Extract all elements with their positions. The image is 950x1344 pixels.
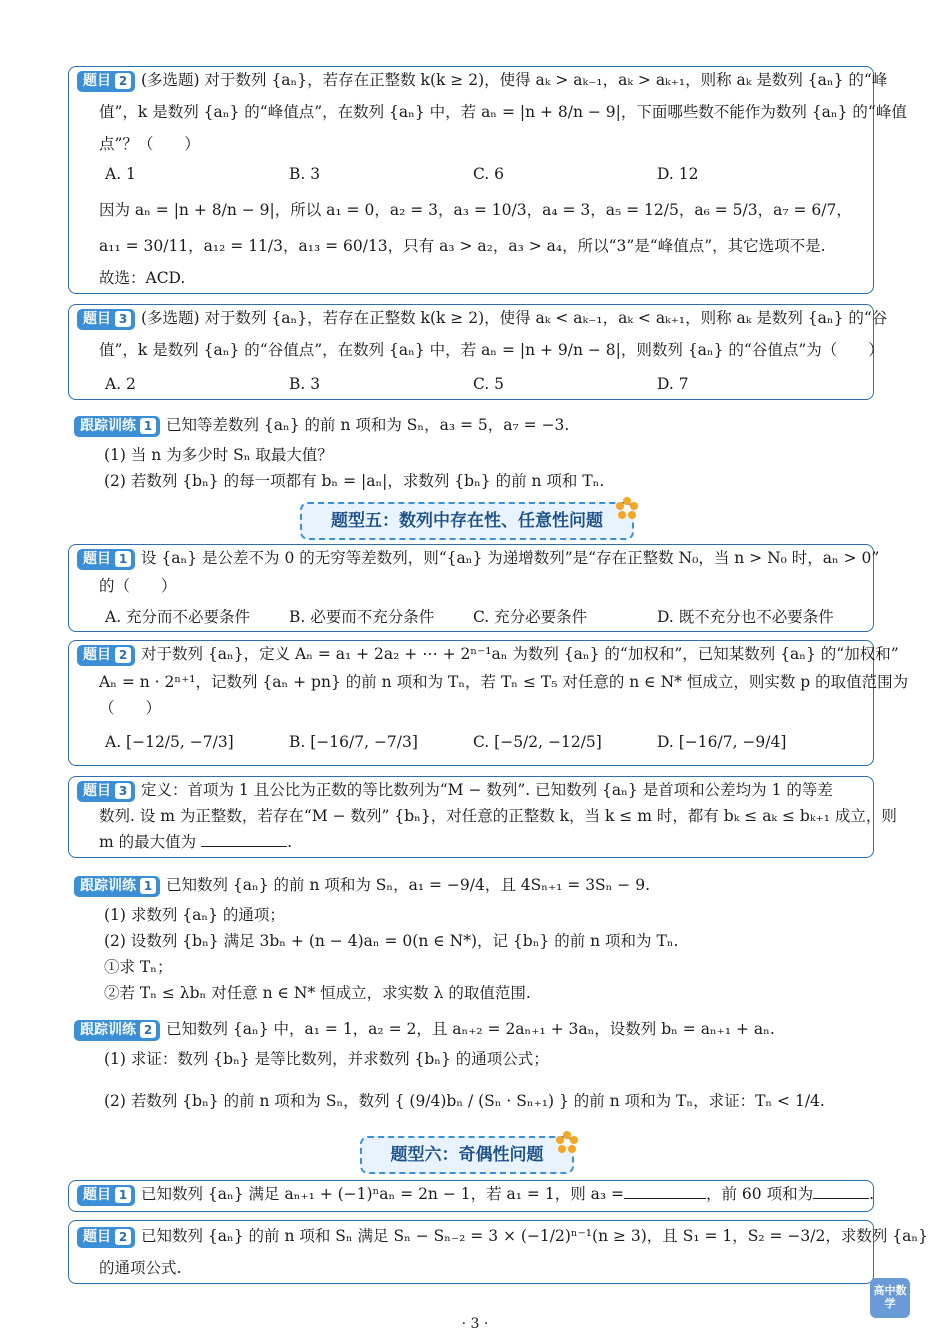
question-line: 的（ ） bbox=[99, 577, 177, 595]
drill-line: 跟踪训练 1 已知数列 {aₙ} 的前 n 项和为 Sₙ，a₁ = −9/4，且 4Sₙ₊₁ = 3Sₙ − 9. bbox=[74, 874, 650, 897]
option-d: D. 既不充分也不必要条件 bbox=[657, 608, 834, 626]
drill-line: (2) 若数列 {bₙ} 的前 n 项和为 Sₙ，数列 { (9/4)bₙ / (Sₙ · Sₙ₊₁) } 的前 n 项和为 Tₙ，求证：Tₙ < 1/4. bbox=[104, 1092, 825, 1110]
drill-line: 跟踪训练 1 已知等差数列 {aₙ} 的前 n 项和为 Sₙ，a₃ = 5，a₇ = −3. bbox=[74, 414, 569, 437]
option-b: B. 必要而不充分条件 bbox=[289, 608, 435, 626]
question-box-weighted-sum bbox=[68, 640, 909, 766]
option-b: B. [−16/7, −7/3] bbox=[289, 733, 418, 751]
question-line: 值”，k 是数列 {aₙ} 的“峰值点”，在数列 {aₙ} 中，若 aₙ = |n + 8/n − 9|，下面哪些数不能作为数列 {aₙ} 的“峰值 bbox=[99, 103, 907, 121]
question-line: 的通项公式. bbox=[99, 1259, 182, 1277]
question-line: 数列. 设 m 为正整数，若存在“M − 数列” {bₙ}，对任意的正整数 k，当 k ≤ m 时，都有 bₖ ≤ aₖ ≤ bₖ₊₁ 成立，则 bbox=[99, 807, 897, 825]
question-line: 题目 3 定义：首项为 1 且公比为正数的等比数列为“M − 数列”. 已知数列 {aₙ} 是首项和公差均为 1 的等差 bbox=[77, 779, 833, 802]
option-c: C. [−5/2, −12/5] bbox=[473, 733, 602, 751]
option-a: A. 2 bbox=[105, 375, 136, 393]
drill-tag: 跟踪训练 2 bbox=[74, 1020, 160, 1041]
option-b: B. 3 bbox=[289, 165, 321, 183]
question-box-condition bbox=[68, 544, 880, 632]
question-line: m 的最大值为 . bbox=[99, 833, 293, 851]
question-line: 点”？（ ） bbox=[99, 135, 200, 153]
question-tag: 题目 1 bbox=[77, 1185, 135, 1206]
question-line: 题目 3 (多选题) 对于数列 {aₙ}，若存在正整数 k(k ≥ 2)，使得 aₖ < aₖ₋₁，aₖ < aₖ₊₁，则称 aₖ 是数列 {aₙ} 的“谷 bbox=[77, 307, 887, 330]
solution-line: a₁₁ = 30/11，a₁₂ = 11/3，a₁₃ = 60/13，只有 a₃ > a₂，a₃ > a₄，所以“3”是“峰值点”，其它选项不是. bbox=[99, 237, 826, 255]
option-d: D. 7 bbox=[657, 375, 689, 393]
drill-line: (1) 求证：数列 {bₙ} 是等比数列，并求数列 {bₙ} 的通项公式； bbox=[104, 1050, 549, 1068]
question-box-valley bbox=[68, 304, 888, 400]
question-line: Aₙ = n · 2ⁿ⁺¹，记数列 {aₙ + pn} 的前 n 项和为 Tₙ，若 Tₙ ≤ T₅ 对任意的 n ∈ N* 恒成立，则实数 p 的取值范围为 bbox=[99, 673, 909, 691]
solution-line: 故选：ACD. bbox=[99, 269, 186, 287]
drill-line: (2) 设数列 {bₙ} 满足 3bₙ + (n − 4)aₙ = 0(n ∈ N*)，记 {bₙ} 的前 n 项和为 Tₙ. bbox=[104, 932, 679, 950]
drill-tag: 跟踪训练 1 bbox=[74, 876, 160, 897]
question-box-m-sequence bbox=[68, 776, 897, 858]
drill-line: ①求 Tₙ； bbox=[104, 958, 173, 976]
section-title-5: 题型五：数列中存在性、任意性问题 bbox=[300, 502, 634, 540]
question-line: 题目 2 已知数列 {aₙ} 的前 n 项和 Sₙ 满足 Sₙ − Sₙ₋₂ = 3 × (−1/2)ⁿ⁻¹(n ≥ 3)，且 S₁ = 1，S₂ = −3/2，求数列 {aₙ} bbox=[77, 1225, 928, 1248]
question-line: 题目 2 对于数列 {aₙ}，定义 Aₙ = a₁ + 2a₂ + ⋯ + 2ⁿ⁻¹aₙ 为数列 {aₙ} 的“加权和”，已知某数列 {aₙ} 的“加权和” bbox=[77, 643, 899, 666]
option-a: A. 1 bbox=[105, 165, 136, 183]
option-c: C. 充分必要条件 bbox=[473, 608, 588, 626]
question-line: 题目 1 已知数列 {aₙ} 满足 aₙ₊₁ + (−1)ⁿaₙ = 2n − 1，若 a₁ = 1，则 a₃ = ，前 60 项和为 . bbox=[77, 1183, 874, 1206]
question-tag: 题目 2 bbox=[77, 71, 135, 92]
drill-line: (2) 若数列 {bₙ} 的每一项都有 bₙ = |aₙ|，求数列 {bₙ} 的前 n 项和 Tₙ. bbox=[104, 472, 605, 490]
option-a: A. [−12/5, −7/3] bbox=[105, 733, 234, 751]
question-line: 值”，k 是数列 {aₙ} 的“谷值点”，在数列 {aₙ} 中，若 aₙ = |n + 9/n − 8|，则数列 {aₙ} 的“谷值点”为（ ） bbox=[99, 341, 884, 359]
flower-icon bbox=[554, 1130, 580, 1156]
question-box-parity-2 bbox=[68, 1220, 928, 1284]
option-c: C. 6 bbox=[473, 165, 505, 183]
question-line: （ ） bbox=[99, 699, 162, 717]
question-tag: 题目 1 bbox=[77, 549, 135, 570]
question-tag: 题目 3 bbox=[77, 309, 135, 330]
page-number: · 3 · bbox=[461, 1316, 489, 1332]
drill-line: (1) 当 n 为多少时 Sₙ 取最大值？ bbox=[104, 446, 333, 464]
answer-blank[interactable] bbox=[813, 1198, 869, 1199]
question-line: 题目 1 设 {aₙ} 是公差不为 0 的无穷等差数列，则“{aₙ} 为递增数列”是“存在正整数 N₀，当 n > N₀ 时，aₙ > 0” bbox=[77, 547, 879, 570]
question-box-parity-1 bbox=[68, 1180, 874, 1212]
option-a: A. 充分而不必要条件 bbox=[105, 608, 251, 626]
solution-line: 因为 aₙ = |n + 8/n − 9|，所以 a₁ = 0，a₂ = 3，a₃ = 10/3，a₄ = 3，a₅ = 12/5，a₆ = 5/3，a₇ = 6/7， bbox=[99, 201, 852, 219]
question-tag: 题目 2 bbox=[77, 645, 135, 666]
drill-line: (1) 求数列 {aₙ} 的通项； bbox=[104, 906, 285, 924]
drill-tag: 跟踪训练 1 bbox=[74, 416, 160, 437]
logo: 高中数学 bbox=[870, 1278, 910, 1318]
section-title-6: 题型六：奇偶性问题 bbox=[360, 1136, 574, 1174]
option-d: D. 12 bbox=[657, 165, 699, 183]
question-box-peak bbox=[68, 66, 907, 294]
question-tag: 题目 3 bbox=[77, 781, 135, 802]
question-line: 题目 2 (多选题) 对于数列 {aₙ}，若存在正整数 k(k ≥ 2)，使得 aₖ > aₖ₋₁，aₖ > aₖ₊₁，则称 aₖ 是数列 {aₙ} 的“峰 bbox=[77, 69, 887, 92]
option-c: C. 5 bbox=[473, 375, 505, 393]
drill-line: ②若 Tₙ ≤ λbₙ 对任意 n ∈ N* 恒成立，求实数 λ 的取值范围. bbox=[104, 984, 531, 1002]
flower-icon bbox=[614, 496, 640, 522]
answer-blank[interactable] bbox=[201, 846, 287, 847]
question-tag: 题目 2 bbox=[77, 1227, 135, 1248]
option-b: B. 3 bbox=[289, 375, 321, 393]
drill-line: 跟踪训练 2 已知数列 {aₙ} 中，a₁ = 1，a₂ = 2，且 aₙ₊₂ = 2aₙ₊₁ + 3aₙ，设数列 bₙ = aₙ₊₁ + aₙ. bbox=[74, 1018, 775, 1041]
answer-blank[interactable] bbox=[624, 1198, 706, 1199]
option-d: D. [−16/7, −9/4] bbox=[657, 733, 787, 751]
